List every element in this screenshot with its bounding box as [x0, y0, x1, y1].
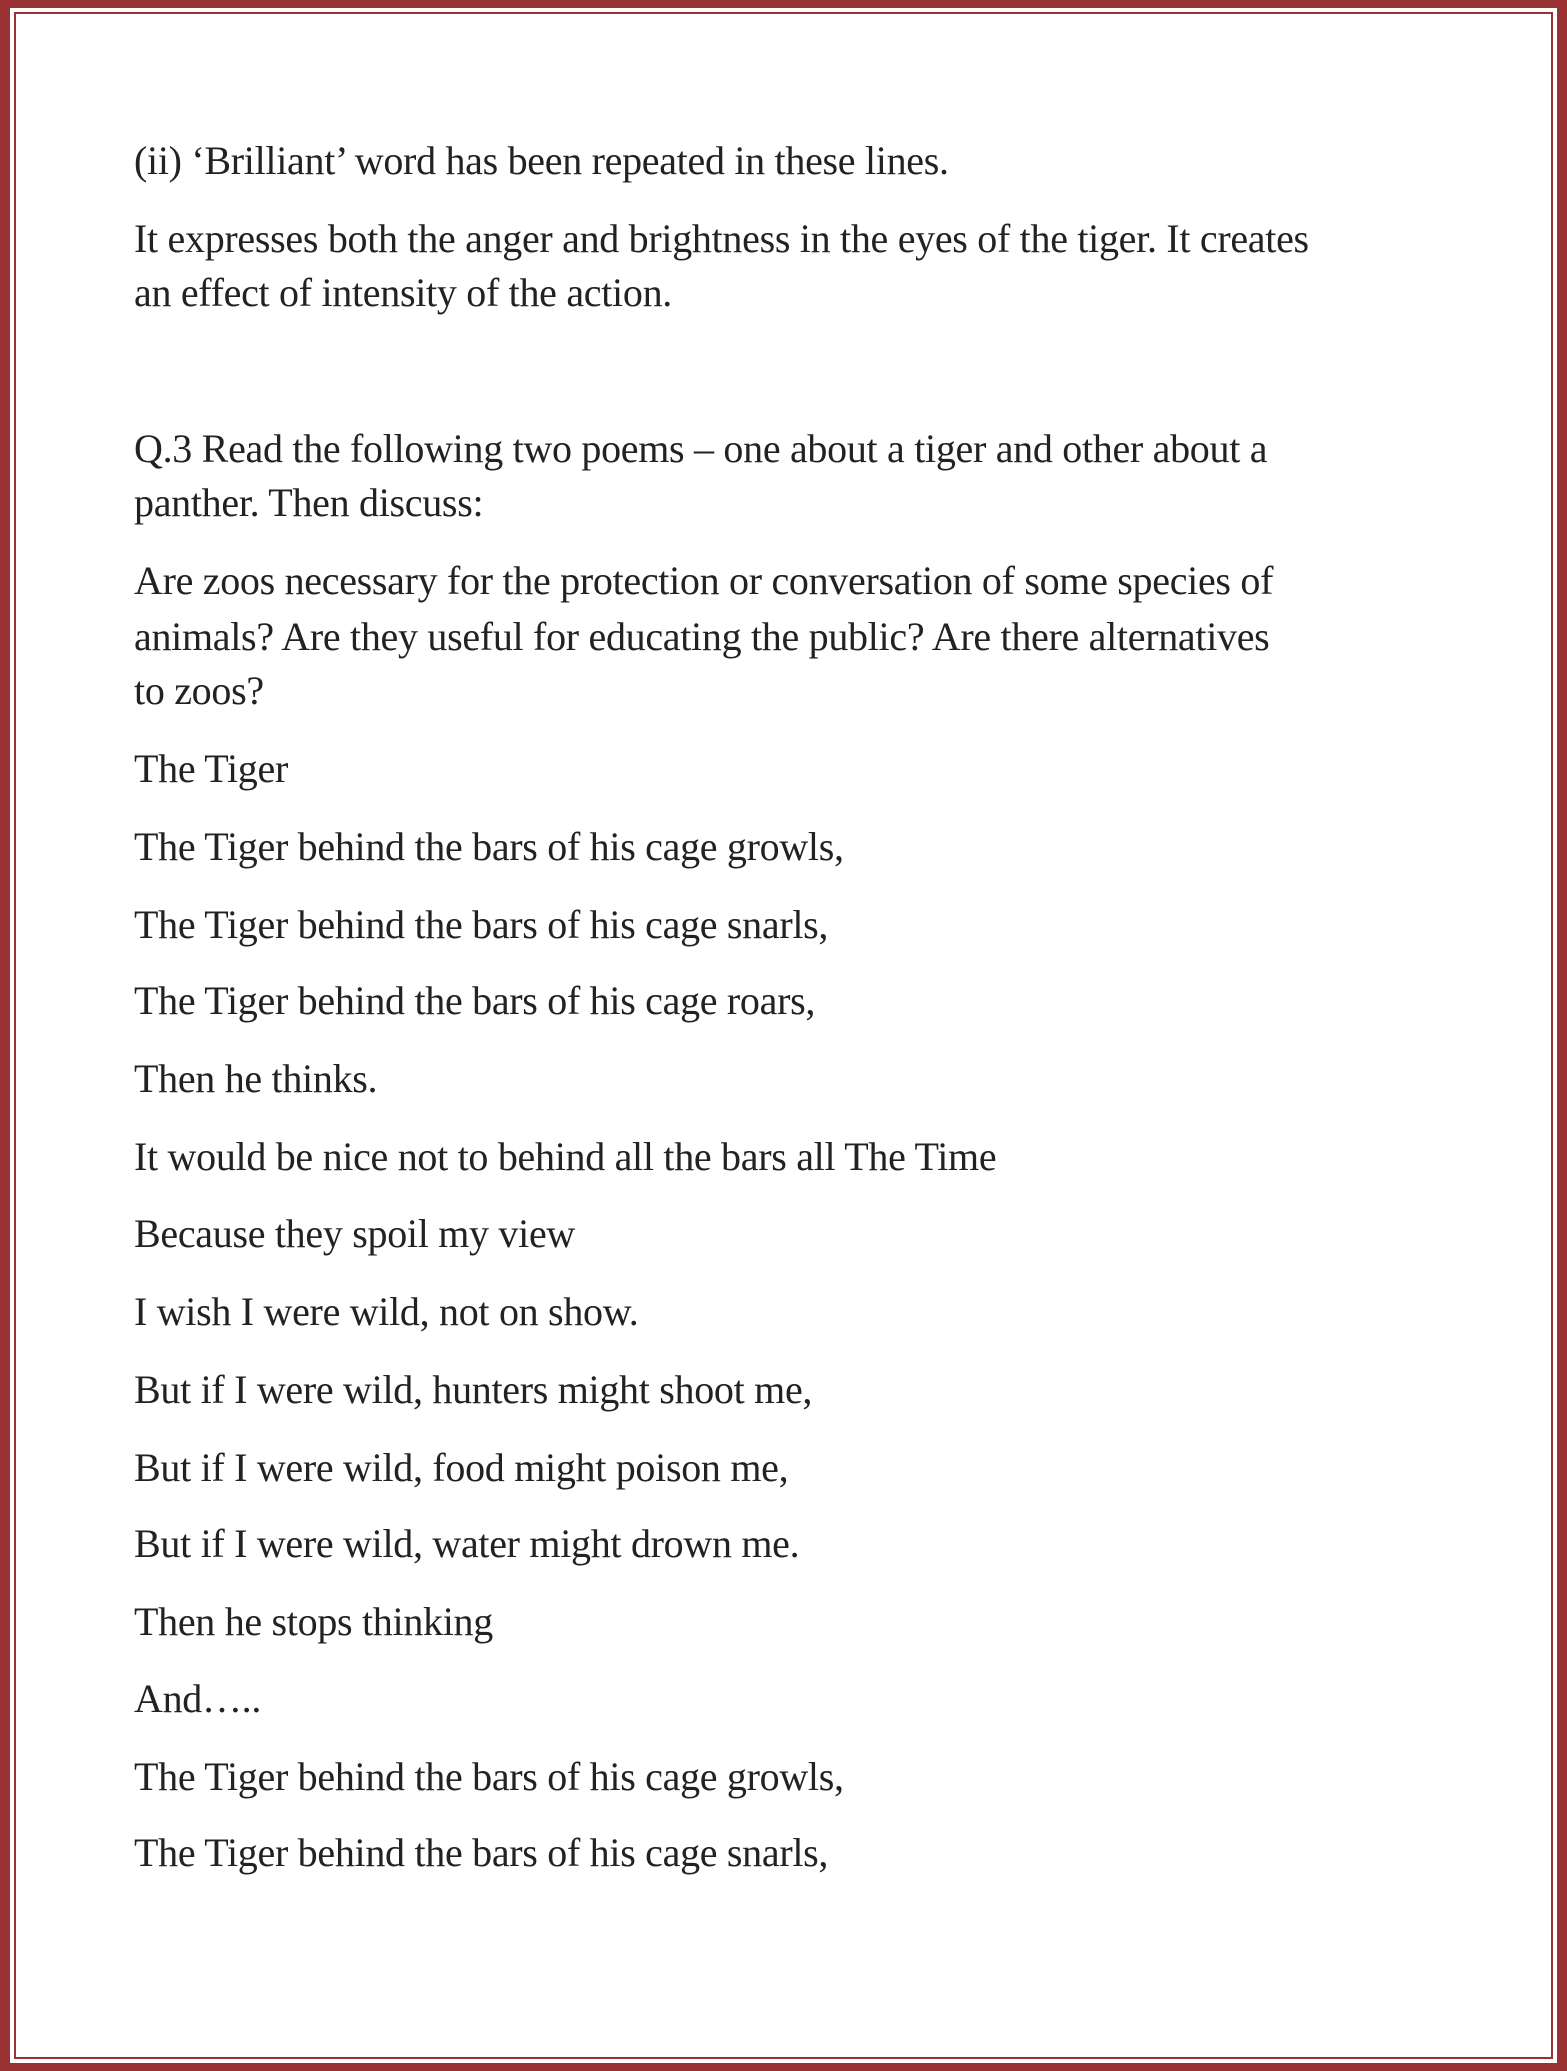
poem-line: But if I were wild, hunters might shoot me, — [134, 1367, 813, 1412]
question-3-prompt-2: panther. Then discuss: — [134, 480, 484, 525]
poem-line: But if I were wild, water might drown me. — [134, 1521, 800, 1566]
poem-line: Then he stops thinking — [134, 1599, 493, 1644]
poem-line: The Tiger behind the bars of his cage snarls, — [134, 1830, 829, 1875]
poem-line: The Tiger behind the bars of his cage growls, — [134, 1754, 844, 1799]
answer-ii-text-1: It expresses both the anger and brightness in the eyes of the tiger. It creates — [134, 216, 1309, 261]
answer-ii-text-2: an effect of intensity of the action. — [134, 270, 672, 315]
answer-ii-heading: (ii) ‘Brilliant’ word has been repeated in these lines. — [134, 138, 949, 183]
page-border — [14, 12, 1553, 2059]
poem-line: I wish I were wild, not on show. — [134, 1289, 639, 1334]
document-page — [10, 8, 1557, 2063]
poem-line: The Tiger behind the bars of his cage roars, — [134, 978, 816, 1023]
poem-line: The Tiger behind the bars of his cage growls, — [134, 824, 844, 869]
poem-line: Because they spoil my view — [134, 1211, 575, 1256]
question-3-discussion-1: Are zoos necessary for the protection or conversation of some species of — [134, 558, 1274, 603]
question-3-discussion-2: animals? Are they useful for educating the public? Are there alternatives — [134, 614, 1270, 659]
question-3-discussion-3: to zoos? — [134, 668, 264, 713]
poem-line: The Tiger behind the bars of his cage snarls, — [134, 902, 829, 947]
poem-line: But if I were wild, food might poison me, — [134, 1445, 789, 1490]
poem-line: Then he thinks. — [134, 1056, 378, 1101]
poem-line: And….. — [134, 1676, 262, 1721]
question-3-prompt-1: Q.3 Read the following two poems – one about a tiger and other about a — [134, 426, 1268, 471]
poem-line: It would be nice not to behind all the bars all The Time — [134, 1134, 997, 1179]
poem-title: The Tiger — [134, 746, 288, 791]
